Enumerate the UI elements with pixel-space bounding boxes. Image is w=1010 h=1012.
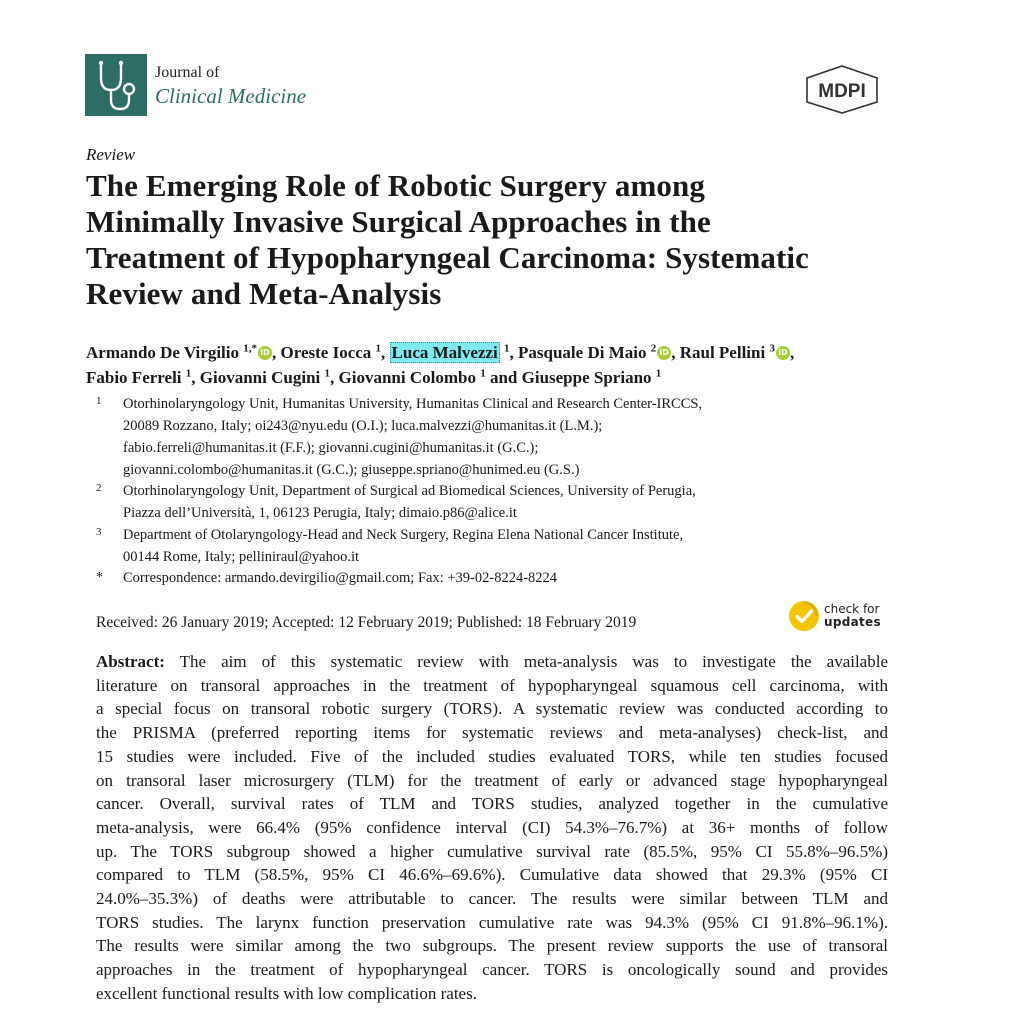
affiliation-line: Otorhinolaryngology Unit, Humanitas University, Humanitas Clinical and Research Center-IRCCS, (123, 396, 703, 412)
article-type: Review (86, 145, 136, 164)
journal-logo (85, 54, 147, 116)
author-name-highlighted: Luca Malvezzi (391, 343, 498, 362)
publisher-name: MDPI (818, 81, 866, 102)
check-updates-label-bold: updates (824, 615, 881, 629)
author[interactable] (86, 368, 191, 387)
author[interactable] (390, 343, 510, 362)
author-affiliation: 1 (324, 367, 330, 380)
affiliation-line: Department of Otolaryngology-Head and Neck Surgery, Regina Elena National Cancer Institute, (123, 527, 684, 543)
author-affiliation: 1 (375, 342, 382, 355)
affiliation-line: 20089 Rozzano, Italy; oi243@nyu.edu (O.I.); luca.malvezzi@humanitas.it (L.M.); (123, 418, 603, 434)
publisher-logo (803, 64, 881, 114)
author-separator: , (789, 343, 795, 362)
title-line: Review and Meta-Analysis (86, 276, 442, 311)
author-separator: , (509, 343, 519, 362)
title-line: Treatment of Hypopharyngeal Carcinoma: Systematic (86, 240, 809, 275)
author-list (86, 340, 926, 390)
title-line: Minimally Invasive Surgical Approaches in the (86, 204, 711, 239)
author-separator: , (330, 368, 339, 387)
author[interactable] (281, 343, 382, 362)
author[interactable] (86, 343, 257, 362)
abstract-line: cancer. Overall, survival rates of TLM and TORS studies, analyzed together in the cumulative (96, 794, 888, 814)
orcid-icon[interactable]: iD (258, 346, 272, 360)
correspondence-line: Correspondence: armando.devirgilio@gmail.com; Fax: +39-02-8224-8224 (123, 570, 558, 586)
affiliation-marker: 3 (96, 526, 102, 538)
author-separator: , (272, 343, 281, 362)
author-separator: and (485, 368, 522, 387)
abstract-line: literature on transoral approaches in the treatment of hypopharyngeal squamous cell carcinoma, with (96, 675, 888, 695)
journal-prefix: Journal of (155, 64, 220, 81)
abstract-line: compared to TLM (58.5%, 95% CI 46.6%–69.6%). Cumulative data showed that 29.3% (95% CI (96, 865, 888, 885)
author[interactable] (522, 368, 662, 387)
author[interactable] (680, 343, 775, 362)
affiliation-line: Otorhinolaryngology Unit, Department of Surgical ad Biomedical Sciences, University of Perugia, (123, 483, 696, 499)
affiliation-line: giovanni.colombo@humanitas.it (G.C.); giuseppe.spriano@hunimed.eu (G.S.) (123, 462, 580, 478)
affiliation-marker: 2 (96, 482, 102, 494)
author-affiliation: 1 (185, 367, 192, 380)
author-separator: , (191, 368, 200, 387)
orcid-icon[interactable]: iD (657, 346, 671, 360)
affiliation-line: 00144 Rome, Italy; pelliniraul@yahoo.it (123, 549, 360, 565)
author-name: Giovanni Colombo (338, 368, 476, 387)
author-name: Giovanni Cugini (199, 368, 321, 387)
author[interactable] (200, 368, 330, 387)
check-for-updates-button[interactable] (788, 600, 888, 634)
author-line (86, 365, 926, 390)
author-separator: , (671, 343, 680, 362)
author-name: Raul Pellini (679, 343, 766, 362)
author-separator: , (381, 343, 390, 362)
author-affiliation: 1 (480, 367, 486, 380)
check-updates-icon (788, 600, 820, 632)
abstract (96, 650, 888, 1006)
affiliation-line: fabio.ferreli@humanitas.it (F.F.); giovanni.cugini@humanitas.it (G.C.); (123, 440, 539, 456)
author-affiliation: 3 (769, 342, 775, 355)
abstract-text: The aim of this systematic review with meta-analysis was to investigate the available (164, 652, 888, 671)
author-name: Giuseppe Spriano (521, 368, 652, 387)
abstract-line: The results were similar among the two subgroups. The present review supports the use of transoral (96, 936, 888, 956)
author-name: Fabio Ferreli (86, 368, 182, 387)
author-line (86, 340, 926, 365)
abstract-line: a special focus on transoral robotic surgery (TORS). A systematic review was conducted according to (96, 699, 888, 719)
author-affiliation: 1 (504, 342, 510, 355)
abstract-line: 15 studies were included. Five of the included studies evaluated TORS, while ten studies focused (96, 746, 888, 766)
abstract-line: on transoral laser microsurgery (TLM) for the treatment of early or advanced stage hypopharyngeal (96, 770, 888, 790)
check-updates-label: check for (824, 602, 880, 616)
abstract-line: TORS studies. The larynx function preservation cumulative rate was 94.3% (95% CI 91.8%–96.1%). (96, 912, 888, 932)
author-affiliation: 2 (650, 342, 657, 355)
author[interactable] (518, 343, 656, 362)
title-line: The Emerging Role of Robotic Surgery among (86, 168, 705, 203)
correspondence-marker: * (96, 570, 103, 585)
author-affiliation: 1,* (243, 342, 257, 355)
abstract-line: meta-analysis, were 66.4% (95% confidence interval (CI) 54.3%–76.7%) at 36+ months of follow (96, 817, 888, 837)
article-title (86, 168, 916, 312)
author-name: Pasquale Di Maio (518, 343, 647, 362)
author-affiliation: 1 (655, 367, 662, 380)
abstract-line: up. The TORS subgroup showed a higher cumulative survival rate (85.5%, 95% CI 55.8%–96.5%) (96, 841, 888, 861)
author-name: Armando De Virgilio (86, 343, 239, 362)
abstract-line: approaches in the treatment of hypopharyngeal cancer. TORS is oncologically sound and provides (96, 960, 888, 980)
abstract-line: the PRISMA (preferred reporting items for systematic reviews and meta-analyses) check-list, and (96, 723, 888, 743)
author-name: Oreste Iocca (280, 343, 372, 362)
abstract-line (96, 650, 888, 674)
stethoscope-icon (85, 54, 147, 116)
journal-name: Clinical Medicine (155, 84, 307, 108)
abstract-label: Abstract: (96, 652, 165, 671)
abstract-line: 24.0%–35.3%) of deaths were attributable to cancer. The results were similar between TLM and (96, 889, 888, 909)
publication-dates: Received: 26 January 2019; Accepted: 12 February 2019; Published: 18 February 2019 (96, 614, 637, 631)
orcid-icon[interactable]: iD (776, 346, 790, 360)
author[interactable] (339, 368, 486, 387)
affiliation-marker: 1 (96, 395, 102, 407)
affiliation-line: Piazza dell’Università, 1, 06123 Perugia, Italy; dimaio.p86@alice.it (123, 505, 517, 521)
abstract-line: excellent functional results with low complication rates. (96, 983, 477, 1003)
